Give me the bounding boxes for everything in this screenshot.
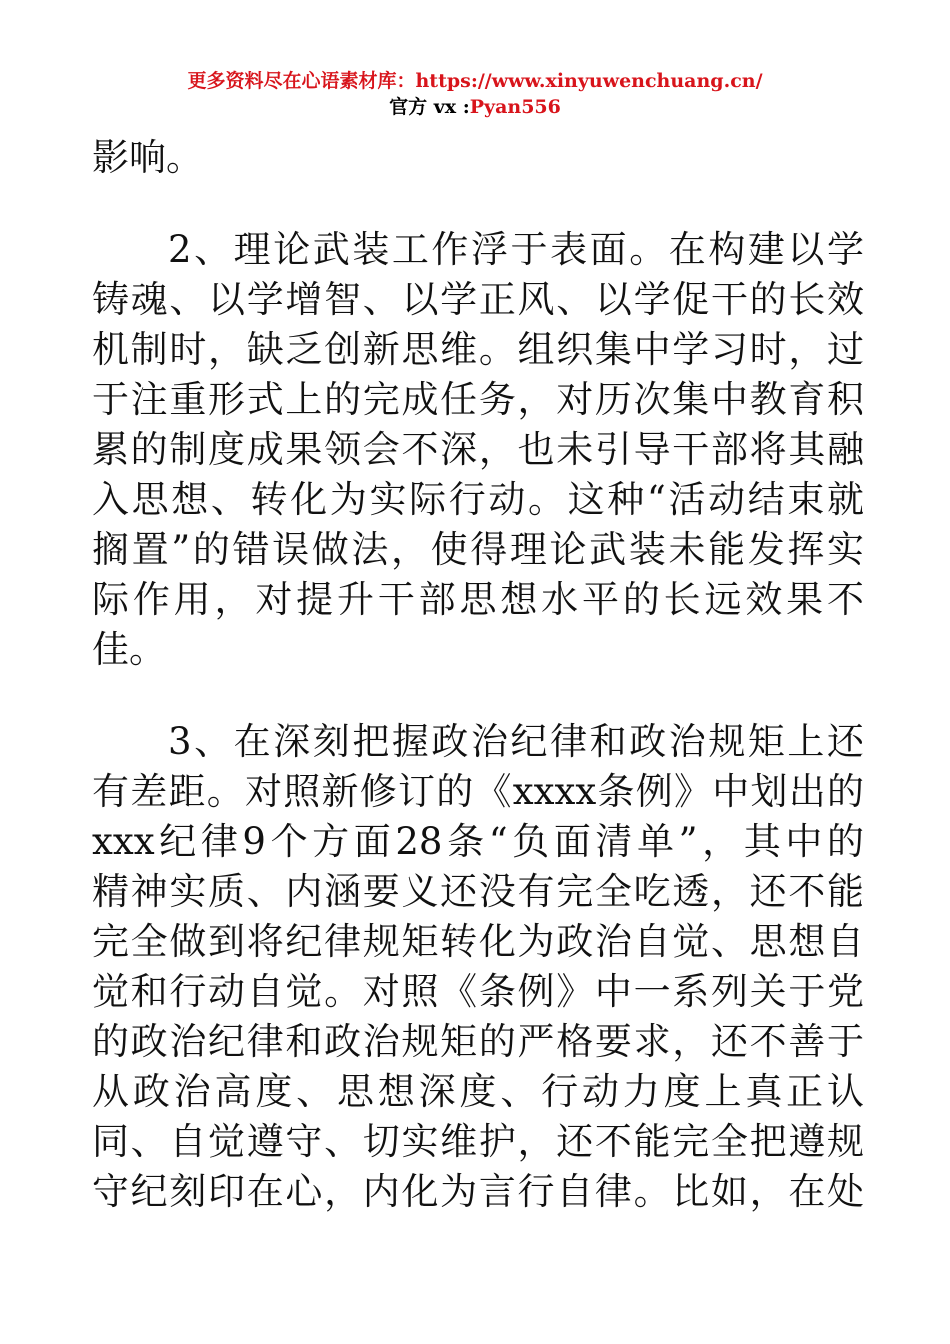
text-line: 同、自觉遵守、切实维护，还不能完全把遵规 bbox=[92, 1120, 864, 1163]
header-source-link[interactable]: 更多资料尽在心语素材库：https://www.xinyuwenchuang.cn/ bbox=[187, 70, 763, 92]
text-line: 影响。 bbox=[92, 136, 203, 179]
text-line: 搁置”的错误做法，使得理论武装未能发挥实 bbox=[92, 528, 864, 571]
text-line: 机制时，缺乏创新思维。组织集中学习时，过 bbox=[92, 328, 864, 371]
text-line: 觉和行动自觉。对照《条例》中一系列关于党 bbox=[92, 970, 864, 1013]
document-body bbox=[92, 133, 864, 1217]
text-line: 佳。 bbox=[92, 628, 166, 671]
text-line: 2、理论武装工作浮于表面。在构建以学 bbox=[168, 228, 864, 271]
text-line: 际作用，对提升干部思想水平的长远效果不 bbox=[92, 578, 864, 621]
text-line: 从政治高度、思想深度、行动力度上真正认 bbox=[92, 1070, 864, 1113]
header-contact bbox=[0, 94, 950, 120]
text-line: 守纪刻印在心，内化为言行自律。比如，在处 bbox=[92, 1170, 864, 1213]
text-line: 有差距。对照新修订的《xxxx条例》中划出的 bbox=[92, 770, 864, 813]
text-line: 铸魂、以学增智、以学正风、以学促干的长效 bbox=[92, 278, 864, 321]
text-line: 入思想、转化为实际行动。这种“活动结束就 bbox=[92, 478, 864, 521]
header-contact-label: 官方 vx : bbox=[389, 96, 470, 118]
paragraph-2 bbox=[92, 225, 864, 675]
text-line: 于注重形式上的完成任务，对历次集中教育积 bbox=[92, 378, 864, 421]
text-line: 累的制度成果领会不深，也未引导干部将其融 bbox=[92, 428, 864, 471]
watermark-header bbox=[0, 68, 950, 120]
paragraph-1 bbox=[92, 133, 864, 183]
text-line: 的政治纪律和政治规矩的严格要求，还不善于 bbox=[92, 1020, 864, 1063]
text-line: xxx纪律9个方面28条“负面清单”，其中的 bbox=[92, 820, 864, 863]
text-line: 3、在深刻把握政治纪律和政治规矩上还 bbox=[168, 720, 864, 763]
paragraph-3 bbox=[92, 717, 864, 1217]
text-line: 精神实质、内涵要义还没有完全吃透，还不能 bbox=[92, 870, 864, 913]
text-line: 完全做到将纪律规矩转化为政治自觉、思想自 bbox=[92, 920, 864, 963]
header-contact-id: Pyan556 bbox=[469, 96, 561, 118]
